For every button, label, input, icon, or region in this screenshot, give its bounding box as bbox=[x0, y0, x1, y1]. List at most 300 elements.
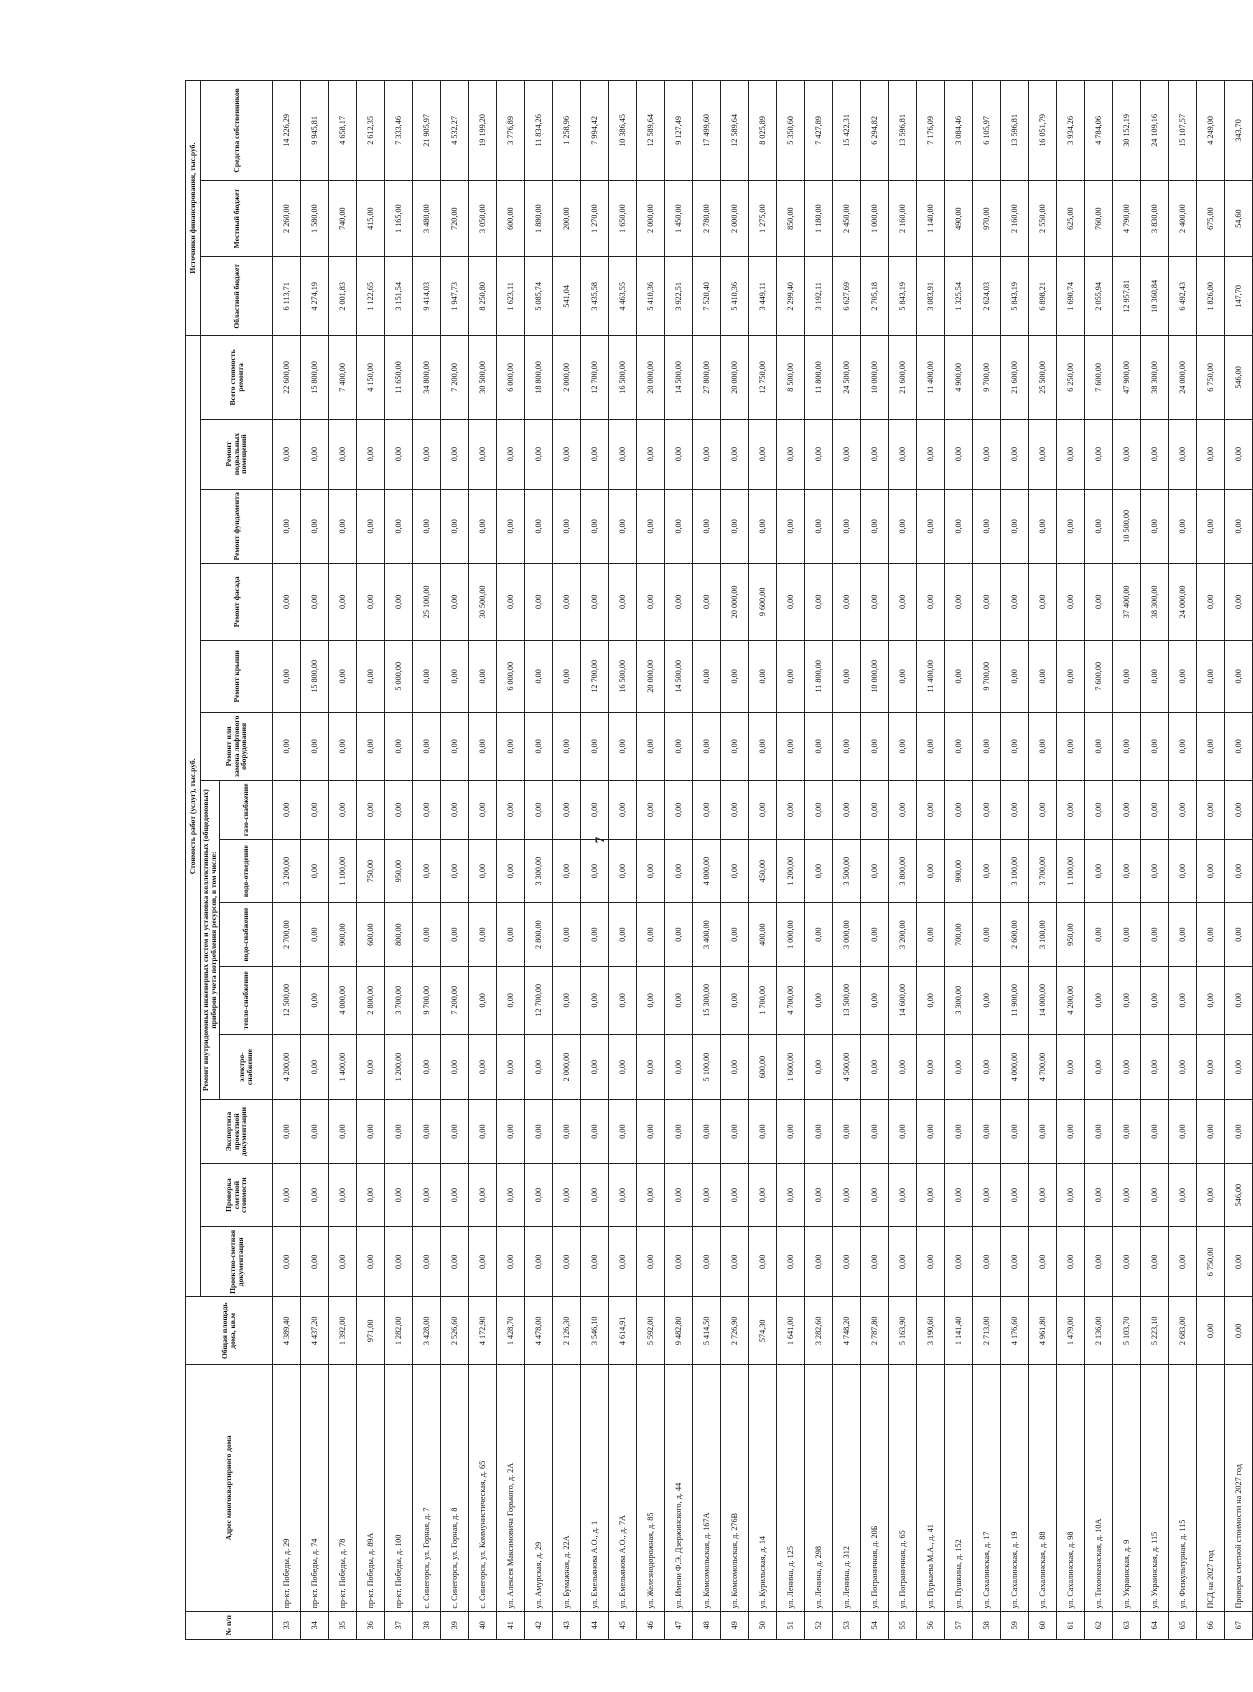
row-cell: 0,00 bbox=[301, 489, 329, 563]
row-cell: 6 750,00 bbox=[1197, 1227, 1225, 1297]
table-row bbox=[1225, 81, 1253, 1640]
row-cell: 0,00 bbox=[553, 489, 581, 563]
row-cell: 0,00 bbox=[805, 966, 833, 1034]
row-cell: 27 800,00 bbox=[693, 336, 721, 419]
row-cell: 0,00 bbox=[945, 1034, 973, 1100]
row-cell: 0,00 bbox=[1113, 1100, 1141, 1163]
row-cell: 0,00 bbox=[553, 419, 581, 489]
header-check: Проверка сметной стоимости bbox=[201, 1163, 273, 1226]
row-cell: 0,00 bbox=[1141, 1100, 1169, 1163]
row-cell: 2 160,00 bbox=[1001, 180, 1029, 257]
row-cell: 6 113,71 bbox=[273, 257, 301, 336]
row-cell: 2 260,00 bbox=[273, 180, 301, 257]
row-address: ул. Комсомольская, д. 276В bbox=[721, 1365, 749, 1611]
row-cell: 1 200,00 bbox=[777, 839, 805, 902]
row-cell: 0,00 bbox=[1141, 640, 1169, 712]
row-cell: 4 200,00 bbox=[1057, 966, 1085, 1034]
row-cell: 0,00 bbox=[357, 1034, 385, 1100]
row-cell: 0,00 bbox=[693, 640, 721, 712]
header-address: Адрес многоквартирного дома bbox=[186, 1365, 273, 1611]
row-cell: 4 000,00 bbox=[329, 966, 357, 1034]
row-cell: 0,00 bbox=[1225, 489, 1253, 563]
row-cell: 2 787,80 bbox=[861, 1297, 889, 1365]
row-cell: 0,00 bbox=[497, 1227, 525, 1297]
row-cell: 1 000,00 bbox=[861, 180, 889, 257]
row-cell: 0,00 bbox=[1029, 1100, 1057, 1163]
row-cell: 0,00 bbox=[301, 419, 329, 489]
row-cell: 12 700,00 bbox=[525, 966, 553, 1034]
row-cell: 1 325,54 bbox=[945, 257, 973, 336]
row-cell: 5 410,36 bbox=[637, 257, 665, 336]
row-cell: 950,00 bbox=[385, 839, 413, 902]
row-cell: 0,00 bbox=[497, 712, 525, 780]
row-cell: 0,00 bbox=[1225, 966, 1253, 1034]
row-cell: 11 400,00 bbox=[917, 640, 945, 712]
row-cell: 0,00 bbox=[833, 712, 861, 780]
row-cell: 0,00 bbox=[637, 1034, 665, 1100]
row-cell: 0,00 bbox=[861, 966, 889, 1034]
row-cell: 9 700,00 bbox=[973, 640, 1001, 712]
row-number: 49 bbox=[721, 1611, 749, 1639]
row-cell: 0,00 bbox=[609, 489, 637, 563]
row-address: ул. Физкультурная, д. 115 bbox=[1169, 1365, 1197, 1611]
row-cell: 0,00 bbox=[1001, 489, 1029, 563]
header-local: Местный бюджет bbox=[201, 180, 273, 257]
row-cell: 0,00 bbox=[693, 1100, 721, 1163]
row-cell: 30 500,00 bbox=[469, 336, 497, 419]
row-cell: 0,00 bbox=[1029, 640, 1057, 712]
row-cell: 0,00 bbox=[357, 564, 385, 641]
row-cell: 6 627,69 bbox=[833, 257, 861, 336]
row-cell: 0,00 bbox=[301, 966, 329, 1034]
row-cell: 5 223,10 bbox=[1141, 1297, 1169, 1365]
row-cell: 0,00 bbox=[609, 564, 637, 641]
row-cell: 4 500,00 bbox=[833, 1034, 861, 1100]
row-cell: 0,00 bbox=[861, 1163, 889, 1226]
row-cell: 0,00 bbox=[777, 1100, 805, 1163]
row-cell: 5 163,90 bbox=[889, 1297, 917, 1365]
row-cell: 0,00 bbox=[889, 1100, 917, 1163]
row-cell: 0,00 bbox=[973, 489, 1001, 563]
table-row bbox=[553, 81, 581, 1640]
row-cell: 0,00 bbox=[1113, 903, 1141, 966]
row-address: ул. Комсомольская, д. 167А bbox=[693, 1365, 721, 1611]
row-cell: 16 500,00 bbox=[609, 640, 637, 712]
row-cell: 1 826,00 bbox=[1197, 257, 1225, 336]
row-address: ул. Ленина, д. 312 bbox=[833, 1365, 861, 1611]
row-cell: 1 880,00 bbox=[525, 180, 553, 257]
row-cell: 0,00 bbox=[1225, 712, 1253, 780]
row-cell: 6 250,00 bbox=[1057, 336, 1085, 419]
row-cell: 0,00 bbox=[833, 780, 861, 839]
row-cell: 0,00 bbox=[1085, 1100, 1113, 1163]
row-cell: 0,00 bbox=[609, 419, 637, 489]
row-cell: 0,00 bbox=[525, 489, 553, 563]
row-cell: 0,00 bbox=[637, 1227, 665, 1297]
row-cell: 0,00 bbox=[609, 1163, 637, 1226]
table-row bbox=[1057, 81, 1085, 1640]
row-cell: 1 200,00 bbox=[385, 1034, 413, 1100]
row-cell: 3 282,60 bbox=[805, 1297, 833, 1365]
table-row bbox=[1141, 81, 1169, 1640]
row-cell: 0,00 bbox=[1169, 1100, 1197, 1163]
row-address: с. Синегорск, ул. Горная, д. 7 bbox=[413, 1365, 441, 1611]
row-cell: 0,00 bbox=[1057, 640, 1085, 712]
row-cell: 0,00 bbox=[665, 419, 693, 489]
row-cell: 0,00 bbox=[469, 712, 497, 780]
row-cell: 0,00 bbox=[413, 419, 441, 489]
table-row bbox=[273, 81, 301, 1640]
row-cell: 38 300,00 bbox=[1141, 336, 1169, 419]
row-cell: 0,00 bbox=[1225, 1034, 1253, 1100]
row-cell: 0,00 bbox=[273, 640, 301, 712]
row-cell: 37 400,00 bbox=[1113, 564, 1141, 641]
row-cell: 0,00 bbox=[833, 1163, 861, 1226]
row-cell: 3 083,91 bbox=[917, 257, 945, 336]
repair-cost-table bbox=[185, 80, 1253, 1640]
table-row bbox=[441, 81, 469, 1640]
row-cell: 0,00 bbox=[1001, 780, 1029, 839]
row-cell: 0,00 bbox=[1085, 564, 1113, 641]
row-cell: 5 350,60 bbox=[777, 81, 805, 181]
row-cell: 0,00 bbox=[749, 780, 777, 839]
row-cell: 1 122,65 bbox=[357, 257, 385, 336]
row-cell: 0,00 bbox=[973, 1100, 1001, 1163]
row-cell: 3 190,60 bbox=[917, 1297, 945, 1365]
row-cell: 10 360,84 bbox=[1141, 257, 1169, 336]
row-cell: 0,00 bbox=[1029, 489, 1057, 563]
row-cell: 11 900,00 bbox=[1001, 966, 1029, 1034]
header-roof: Ремонт крыши bbox=[201, 640, 273, 712]
row-cell: 0,00 bbox=[1057, 712, 1085, 780]
row-cell: 12 750,00 bbox=[749, 336, 777, 419]
row-cell: 0,00 bbox=[805, 839, 833, 902]
row-cell: 400,00 bbox=[749, 903, 777, 966]
row-cell: 0,00 bbox=[973, 839, 1001, 902]
row-cell: 0,00 bbox=[665, 712, 693, 780]
row-cell: 13 596,81 bbox=[889, 81, 917, 181]
row-cell: 0,00 bbox=[553, 839, 581, 902]
row-cell: 450,00 bbox=[749, 839, 777, 902]
row-cell: 5 843,19 bbox=[889, 257, 917, 336]
row-cell: 0,00 bbox=[721, 839, 749, 902]
row-address: ул. Железнодорожная, д. 85 bbox=[637, 1365, 665, 1611]
row-cell: 1 258,96 bbox=[553, 81, 581, 181]
row-cell: 12 700,00 bbox=[581, 640, 609, 712]
row-cell: 9 127,49 bbox=[665, 81, 693, 181]
row-cell: 0,00 bbox=[581, 780, 609, 839]
row-cell: 14 600,00 bbox=[889, 966, 917, 1034]
row-cell: 0,00 bbox=[861, 1034, 889, 1100]
row-cell: 0,00 bbox=[525, 1034, 553, 1100]
row-cell: 0,00 bbox=[917, 712, 945, 780]
row-cell: 546,00 bbox=[1225, 336, 1253, 419]
row-cell: 2 450,00 bbox=[833, 180, 861, 257]
row-cell: 0,00 bbox=[385, 780, 413, 839]
row-cell: 0,00 bbox=[581, 489, 609, 563]
row-cell: 0,00 bbox=[917, 966, 945, 1034]
header-foundation: Ремонт фундамента bbox=[201, 489, 273, 563]
row-cell: 10 386,45 bbox=[609, 81, 637, 181]
row-cell: 7 994,42 bbox=[581, 81, 609, 181]
row-cell: 0,00 bbox=[889, 419, 917, 489]
row-cell: 2 055,94 bbox=[1085, 257, 1113, 336]
table-row bbox=[945, 81, 973, 1640]
row-cell: 3 300,00 bbox=[945, 966, 973, 1034]
row-cell: 0,00 bbox=[497, 564, 525, 641]
row-number: 53 bbox=[833, 1611, 861, 1639]
row-cell: 0,00 bbox=[441, 1100, 469, 1163]
row-cell: 0,00 bbox=[525, 712, 553, 780]
row-cell: 3 100,00 bbox=[1029, 903, 1057, 966]
row-cell: 0,00 bbox=[1197, 1163, 1225, 1226]
row-cell: 0,00 bbox=[693, 419, 721, 489]
row-cell: 1 100,00 bbox=[1057, 839, 1085, 902]
row-cell: 6 492,43 bbox=[1169, 257, 1197, 336]
row-cell: 34 800,00 bbox=[413, 336, 441, 419]
row-cell: 0,00 bbox=[889, 1034, 917, 1100]
row-cell: 6 750,00 bbox=[1197, 336, 1225, 419]
row-cell: 971,00 bbox=[357, 1297, 385, 1365]
row-cell: 0,00 bbox=[945, 564, 973, 641]
row-cell: 0,00 bbox=[973, 712, 1001, 780]
row-cell: 1 100,00 bbox=[329, 839, 357, 902]
row-cell: 0,00 bbox=[469, 640, 497, 712]
row-cell: 38 300,00 bbox=[1141, 564, 1169, 641]
row-cell: 0,00 bbox=[329, 712, 357, 780]
row-cell: 0,00 bbox=[581, 1227, 609, 1297]
row-cell: 7 427,89 bbox=[805, 81, 833, 181]
row-cell: 4 000,00 bbox=[1001, 1034, 1029, 1100]
row-cell: 0,00 bbox=[609, 1100, 637, 1163]
row-cell: 14 500,00 bbox=[665, 336, 693, 419]
row-cell: 3 000,00 bbox=[833, 903, 861, 966]
row-cell: 24 000,00 bbox=[1169, 564, 1197, 641]
row-cell: 0,00 bbox=[1141, 712, 1169, 780]
row-cell: 0,00 bbox=[637, 564, 665, 641]
row-cell: 3 480,00 bbox=[413, 180, 441, 257]
row-cell: 0,00 bbox=[1001, 1163, 1029, 1226]
row-cell: 0,00 bbox=[497, 1163, 525, 1226]
row-cell: 2 624,03 bbox=[973, 257, 1001, 336]
row-cell: 0,00 bbox=[301, 1163, 329, 1226]
row-cell: 850,00 bbox=[777, 180, 805, 257]
row-cell: 0,00 bbox=[749, 489, 777, 563]
header-water: водо-снабжение bbox=[220, 903, 273, 966]
row-cell: 1 000,00 bbox=[777, 903, 805, 966]
row-cell: 0,00 bbox=[581, 966, 609, 1034]
row-cell: 7 600,00 bbox=[1085, 640, 1113, 712]
row-cell: 415,00 bbox=[357, 180, 385, 257]
row-cell: 1 650,00 bbox=[609, 180, 637, 257]
header-psd: Проектно-сметная документация bbox=[201, 1227, 273, 1297]
row-number: 36 bbox=[357, 1611, 385, 1639]
row-cell: 0,00 bbox=[917, 489, 945, 563]
row-address: ул. Украинская, д. 115 bbox=[1141, 1365, 1169, 1611]
row-cell: 0,00 bbox=[441, 1227, 469, 1297]
table-row bbox=[1169, 81, 1197, 1640]
row-cell: 0,00 bbox=[721, 966, 749, 1034]
row-cell: 5 592,00 bbox=[637, 1297, 665, 1365]
row-cell: 0,00 bbox=[413, 780, 441, 839]
row-cell: 0,00 bbox=[525, 1227, 553, 1297]
row-cell: 0,00 bbox=[861, 1227, 889, 1297]
row-cell: 4 437,20 bbox=[301, 1297, 329, 1365]
row-cell: 13 500,00 bbox=[833, 966, 861, 1034]
row-cell: 0,00 bbox=[1141, 966, 1169, 1034]
row-cell: 546,00 bbox=[1225, 1163, 1253, 1226]
header-finance-group: Источники финансирования, тыс.руб. bbox=[186, 81, 201, 336]
row-cell: 0,00 bbox=[777, 564, 805, 641]
row-cell: 0,00 bbox=[637, 489, 665, 563]
row-cell: 0,00 bbox=[665, 839, 693, 902]
row-cell: 0,00 bbox=[693, 1227, 721, 1297]
row-cell: 0,00 bbox=[1085, 839, 1113, 902]
row-cell: 0,00 bbox=[329, 564, 357, 641]
row-number: 37 bbox=[385, 1611, 413, 1639]
row-cell: 1 392,00 bbox=[329, 1297, 357, 1365]
row-cell: 0,00 bbox=[469, 1163, 497, 1226]
row-cell: 0,00 bbox=[609, 712, 637, 780]
row-cell: 0,00 bbox=[833, 564, 861, 641]
row-cell: 12 700,00 bbox=[581, 336, 609, 419]
row-cell: 0,00 bbox=[469, 489, 497, 563]
row-cell: 0,00 bbox=[413, 1163, 441, 1226]
row-cell: 0,00 bbox=[833, 489, 861, 563]
row-cell: 12 589,64 bbox=[637, 81, 665, 181]
header-facade: Ремонт фасада bbox=[201, 564, 273, 641]
row-number: 61 bbox=[1057, 1611, 1085, 1639]
row-cell: 0,00 bbox=[973, 419, 1001, 489]
row-cell: 4 658,17 bbox=[329, 81, 357, 181]
row-cell: 0,00 bbox=[1029, 780, 1057, 839]
row-cell: 0,00 bbox=[665, 1227, 693, 1297]
row-cell: 0,00 bbox=[861, 564, 889, 641]
row-number: 64 bbox=[1141, 1611, 1169, 1639]
row-cell: 0,00 bbox=[1169, 1227, 1197, 1297]
row-cell: 0,00 bbox=[1029, 419, 1057, 489]
row-cell: 0,00 bbox=[861, 839, 889, 902]
row-cell: 0,00 bbox=[413, 489, 441, 563]
row-cell: 490,00 bbox=[945, 180, 973, 257]
row-cell: 0,00 bbox=[805, 903, 833, 966]
row-cell: 2 600,00 bbox=[1001, 903, 1029, 966]
row-cell: 9 945,81 bbox=[301, 81, 329, 181]
row-cell: 12 957,81 bbox=[1113, 257, 1141, 336]
row-cell: 2 800,00 bbox=[525, 903, 553, 966]
row-cell: 0,00 bbox=[1225, 1100, 1253, 1163]
row-cell: 3 200,00 bbox=[889, 903, 917, 966]
table-row bbox=[497, 81, 525, 1640]
row-cell: 0,00 bbox=[721, 712, 749, 780]
row-cell: 4 463,55 bbox=[609, 257, 637, 336]
row-cell: 0,00 bbox=[525, 780, 553, 839]
row-number: 44 bbox=[581, 1611, 609, 1639]
row-cell: 0,00 bbox=[917, 780, 945, 839]
row-cell: 5 100,00 bbox=[693, 1034, 721, 1100]
row-cell: 0,00 bbox=[1113, 419, 1141, 489]
row-cell: 0,00 bbox=[301, 1034, 329, 1100]
row-cell: 3 922,51 bbox=[665, 257, 693, 336]
row-cell: 4 961,80 bbox=[1029, 1297, 1057, 1365]
row-cell: 4 700,00 bbox=[1029, 1034, 1057, 1100]
row-cell: 0,00 bbox=[1113, 966, 1141, 1034]
row-cell: 2 683,00 bbox=[1169, 1297, 1197, 1365]
row-cell: 0,00 bbox=[497, 903, 525, 966]
row-cell: 18 800,00 bbox=[525, 336, 553, 419]
header-expert: Экспертиза проектной документации bbox=[201, 1100, 273, 1163]
table-row bbox=[665, 81, 693, 1640]
row-cell: 0,00 bbox=[945, 712, 973, 780]
row-cell: 2 400,00 bbox=[1169, 180, 1197, 257]
row-cell: 0,00 bbox=[1197, 839, 1225, 902]
row-cell: 1 700,00 bbox=[749, 966, 777, 1034]
row-address: ПСД на 2027 год bbox=[1197, 1365, 1225, 1611]
row-cell: 0,00 bbox=[1225, 1297, 1253, 1365]
row-cell: 700,00 bbox=[945, 903, 973, 966]
row-cell: 0,00 bbox=[413, 839, 441, 902]
table-row bbox=[385, 81, 413, 1640]
row-address: ул. Алексея Максимовича Горького, д. 2А bbox=[497, 1365, 525, 1611]
row-cell: 1 140,00 bbox=[917, 180, 945, 257]
row-cell: 0,00 bbox=[721, 1100, 749, 1163]
row-cell: 15 107,57 bbox=[1169, 81, 1197, 181]
row-cell: 0,00 bbox=[917, 1100, 945, 1163]
row-cell: 0,00 bbox=[1085, 1163, 1113, 1226]
row-number: 66 bbox=[1197, 1611, 1225, 1639]
row-cell: 15 800,00 bbox=[301, 640, 329, 712]
table-row bbox=[721, 81, 749, 1640]
row-address: ул. Амурская, д. 29 bbox=[525, 1365, 553, 1611]
row-cell: 20 000,00 bbox=[721, 564, 749, 641]
row-cell: 0,00 bbox=[469, 1100, 497, 1163]
row-cell: 0,00 bbox=[777, 1227, 805, 1297]
row-cell: 0,00 bbox=[357, 1227, 385, 1297]
row-cell: 0,00 bbox=[497, 489, 525, 563]
row-cell: 6 898,21 bbox=[1029, 257, 1057, 336]
row-cell: 0,00 bbox=[1113, 640, 1141, 712]
row-cell: 0,00 bbox=[553, 1100, 581, 1163]
row-cell: 15 800,00 bbox=[301, 336, 329, 419]
row-cell: 25 500,00 bbox=[1029, 336, 1057, 419]
table-row bbox=[609, 81, 637, 1640]
row-number: 52 bbox=[805, 1611, 833, 1639]
row-address: ул. Пушкина, д. 152 bbox=[945, 1365, 973, 1611]
row-cell: 0,00 bbox=[469, 780, 497, 839]
row-cell: 0,00 bbox=[581, 1100, 609, 1163]
row-cell: 0,00 bbox=[1197, 1297, 1225, 1365]
row-cell: 3 700,00 bbox=[1029, 839, 1057, 902]
row-number: 48 bbox=[693, 1611, 721, 1639]
row-cell: 0,00 bbox=[1001, 1100, 1029, 1163]
row-cell: 2 780,00 bbox=[693, 180, 721, 257]
row-cell: 20 000,00 bbox=[637, 640, 665, 712]
row-cell: 625,00 bbox=[1057, 180, 1085, 257]
row-cell: 1 450,00 bbox=[665, 180, 693, 257]
row-cell: 0,00 bbox=[861, 780, 889, 839]
row-cell: 0,00 bbox=[581, 1034, 609, 1100]
row-cell: 0,00 bbox=[1225, 419, 1253, 489]
row-cell: 8 500,00 bbox=[777, 336, 805, 419]
row-cell: 0,00 bbox=[301, 839, 329, 902]
row-address: с. Синегорск, ул. Горная, д. 8 bbox=[441, 1365, 469, 1611]
row-cell: 0,00 bbox=[357, 780, 385, 839]
row-cell: 0,00 bbox=[693, 564, 721, 641]
row-address: ул. Пограничная, д. 65 bbox=[889, 1365, 917, 1611]
row-number: 60 bbox=[1029, 1611, 1057, 1639]
row-address: ул. Бумажная, д. 22А bbox=[553, 1365, 581, 1611]
row-cell: 9 414,03 bbox=[413, 257, 441, 336]
